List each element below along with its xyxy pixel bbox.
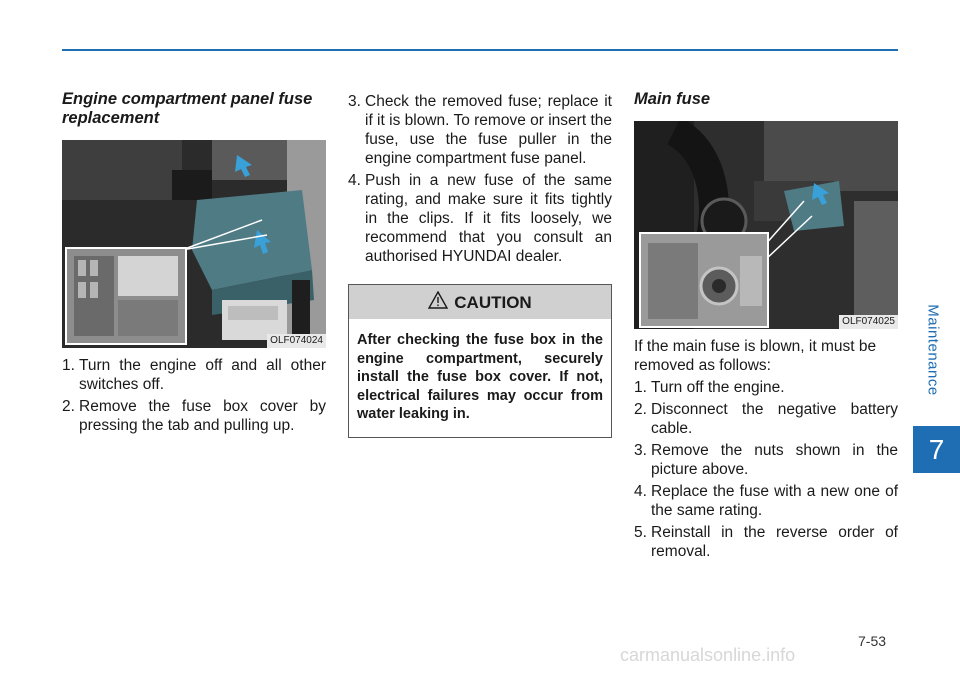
caution-box (348, 284, 612, 438)
section-heading-main-fuse: Main fuse (634, 90, 711, 108)
list-item: 1. Turn the engine off and all other switches off. (62, 357, 326, 393)
steps-list (62, 356, 326, 435)
chapter-number-badge: 7 (913, 426, 960, 473)
main-fuse-photo (634, 121, 898, 329)
warning-triangle-icon (428, 291, 448, 313)
footer-watermark: carmanualsonline.info (620, 645, 796, 665)
list-item: 3. Remove the nuts shown in the picture above. (634, 442, 898, 478)
list-item: 3. Check the removed fuse; replace it if it is blown. To remove or insert the fuse, use the fuse puller in the engine compartment fuse panel. (348, 93, 612, 167)
list-item: 4. Push in a new fuse of the same rating, and make sure it fits tightly in the clips. If it fits loosely, we recommend that you consult an authorised HYUNDAI dealer. (348, 172, 612, 265)
caution-title: CAUTION (454, 292, 532, 312)
caution-header (349, 285, 611, 319)
image-code: OLF074025 (839, 315, 898, 329)
list-item: 1. Turn off the engine. (634, 379, 785, 396)
page-number: 7-53 (858, 633, 887, 649)
engine-fuse-box-photo (62, 140, 326, 348)
steps-list (348, 92, 612, 266)
list-item: 2. Disconnect the negative battery cable. (634, 401, 898, 437)
caution-text: After checking the fuse box in the engine compartment, securely install the fuse box cover. If not, electrical failures may occur from water leaking in. (357, 332, 603, 422)
section-heading-engine-panel: Engine compartment panel fuse replacement (62, 90, 313, 127)
column-main-fuse (634, 90, 898, 564)
list-item: 5. Reinstall in the reverse order of removal. (634, 524, 898, 560)
image-code: OLF074024 (267, 334, 326, 348)
column-fuse-steps (348, 92, 612, 438)
steps-list (634, 378, 898, 561)
list-item: 2. Remove the fuse box cover by pressing the tab and pulling up. (62, 398, 326, 434)
intro-text: If the main fuse is blown, it must be removed as follows: (634, 338, 877, 374)
column-engine-panel (62, 90, 326, 438)
list-item: 4. Replace the fuse with a new one of the same rating. (634, 483, 898, 519)
header-rule (62, 49, 898, 51)
chapter-side-tab (913, 270, 953, 430)
chapter-title: Maintenance (924, 304, 942, 396)
